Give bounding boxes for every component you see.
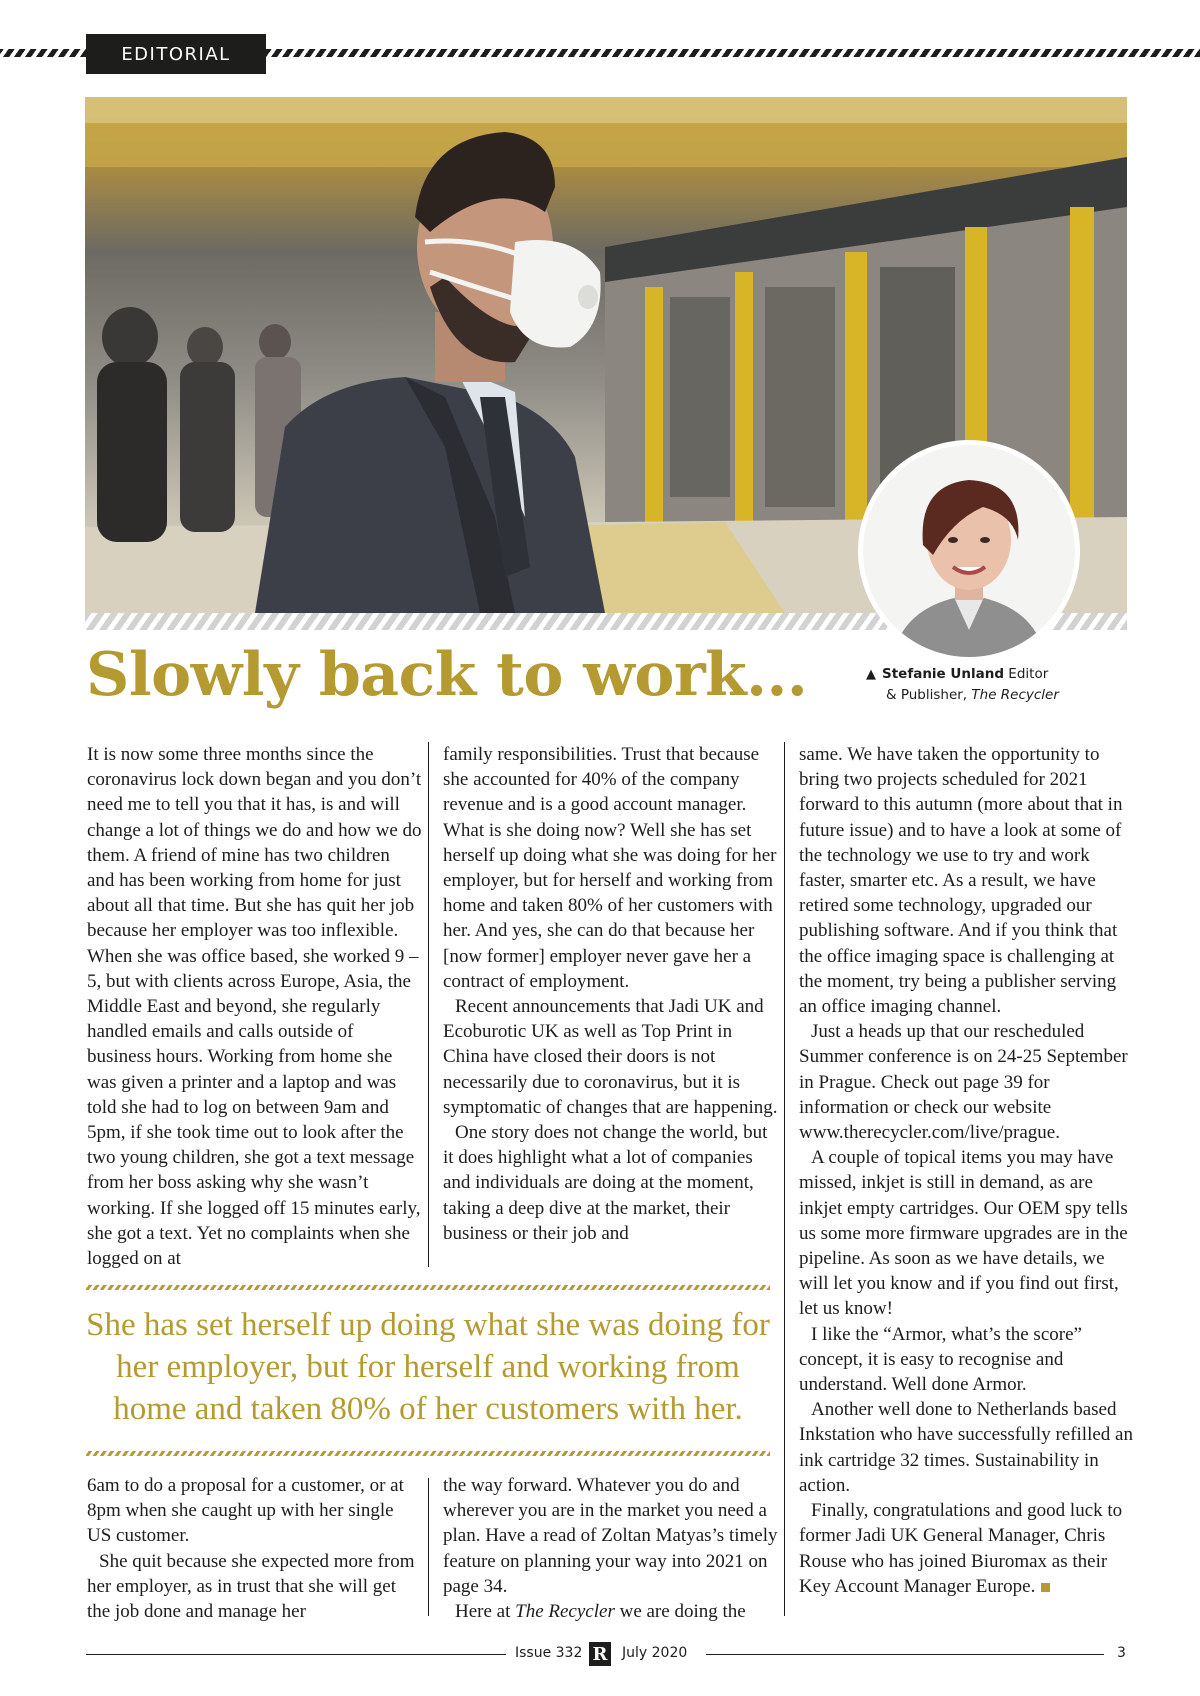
paragraph: She quit because she expected more from her employer, as in trust that she will get the job done and manage her xyxy=(87,1550,415,1623)
caption-arrow-icon: ▲ xyxy=(866,667,876,682)
end-mark-icon xyxy=(1041,1583,1050,1592)
paragraph: A couple of topical items you may have missed, inkjet is still in demand, as are inkjet empty cartridges. Our OEM spy tells us some more firmware upgrades are in the pipeline. As soon as we have details, we will let you know and if you find out first, let us know! xyxy=(799,1147,1128,1320)
paragraph: Just a heads up that our rescheduled Summer conference is on 24-25 September in Prague. Check out page 39 for information or check our website www.therecycler.com/live/prague. xyxy=(799,1021,1128,1144)
caption-role-2: & Publisher, xyxy=(886,687,968,703)
footer-issue: Issue 332 xyxy=(515,1645,583,1661)
paragraph xyxy=(443,1599,778,1624)
pull-quote: She has set herself up doing what she was doing for her employer, but for herself and working from home and taken 80% of her customers with her. xyxy=(86,1307,770,1427)
publication-name: The Recycler xyxy=(515,1601,615,1623)
paragraph: Recent announcements that Jadi UK and Ecoburotic UK as well as Top Print in China have closed their doors is not necessarily due to coronavirus, but it is symptomatic of changes that are happening. xyxy=(443,996,778,1118)
text-run: we are doing the xyxy=(614,1601,746,1623)
final-paragraph-text: Finally, congratulations and good luck to former Jadi UK General Manager, Chris Rouse who has joined Biuromax as their Key Account Manager Europe. xyxy=(799,1500,1123,1597)
column-1-bottom xyxy=(87,1473,422,1624)
portrait-caption xyxy=(866,664,1116,706)
footer-rule-left xyxy=(86,1654,506,1655)
column-divider xyxy=(428,1478,429,1616)
footer-date: July 2020 xyxy=(622,1645,688,1661)
article-headline: Slowly back to work... xyxy=(86,640,808,710)
caption-role: Editor xyxy=(1008,666,1049,682)
caption-publication: The Recycler xyxy=(971,687,1059,703)
column-2-bottom xyxy=(443,1473,778,1624)
pull-quote-rule-top xyxy=(86,1285,770,1290)
column-3 xyxy=(799,742,1134,1599)
header-hatch-right xyxy=(266,49,1200,57)
editor-portrait xyxy=(858,440,1080,662)
paragraph: 6am to do a proposal for a customer, or at 8pm when she caught up with her single US customer. xyxy=(87,1475,404,1547)
magazine-logo: R xyxy=(589,1642,611,1666)
portrait-illustration xyxy=(863,445,1075,657)
footer-rule-right xyxy=(706,1654,1104,1655)
text-run: Here at xyxy=(455,1601,516,1623)
paragraph: One story does not change the world, but it does highlight what a lot of companies and individuals are doing at the moment, taking a deep dive at the market, their business or their job and xyxy=(443,1122,768,1244)
paragraph-final xyxy=(799,1498,1134,1599)
column-1-top xyxy=(87,742,422,1271)
column-divider xyxy=(784,742,785,1616)
paragraph: the way forward. Whatever you do and wherever you are in the market you need a plan. Have a read of Zoltan Matyas’s timely feature on planning your way into 2021 on page 34. xyxy=(443,1475,778,1597)
page-number: 3 xyxy=(1117,1645,1126,1661)
header-hatch-left xyxy=(0,49,86,57)
section-label: EDITORIAL xyxy=(86,34,266,74)
caption-name: Stefanie Unland xyxy=(882,666,1004,682)
paragraph: Another well done to Netherlands based Inkstation who have successfully refilled an ink cartridge 32 times. Sustainability in action. xyxy=(799,1399,1133,1496)
paragraph: It is now some three months since the coronavirus lock down began and you don’t need me to tell you that it has, is and will change a lot of things we do and how we do them. A friend of mine has two children and has been working from home for just about all that time. But she has quit her job because her employer was too inflexible. When she was office based, she worked 9 – 5, but with clients across Europe, Asia, the Middle East and beyond, she regularly handled emails and calls outside of business hours. Working from home she was given a printer and a laptop and was told she had to log on between 9am and 5pm, if she took time out to look after the two young children, she got a text message from her boss asking why she wasn’t working. If she logged off 15 minutes early, she got a text. Yet no complaints when she logged on at xyxy=(87,744,422,1270)
pull-quote-rule-bottom xyxy=(86,1451,770,1456)
paragraph: family responsibilities. Trust that because she accounted for 40% of the company revenue and is a good account manager. What is she doing now? Well she has set herself up doing what she was doing for her employer, but for herself and working from home and taken 80% of her customers with her. And yes, she can do that because her [now former] employer never gave her a contract of employment. xyxy=(443,744,777,992)
column-2-top xyxy=(443,742,778,1246)
column-divider xyxy=(428,742,429,1267)
paragraph: same. We have taken the opportunity to bring two projects scheduled for 2021 forward to this autumn (more about that in future issue) and to have a look at some of the technology we use to try and work faster, smarter etc. As a result, we have retired some technology, upgraded our publishing software. And if you think that the office imaging space is challenging at the moment, try being a publisher serving an office imaging channel. xyxy=(799,744,1123,1018)
paragraph: I like the “Armor, what’s the score” concept, it is easy to recognise and understand. Well done Armor. xyxy=(799,1323,1082,1396)
